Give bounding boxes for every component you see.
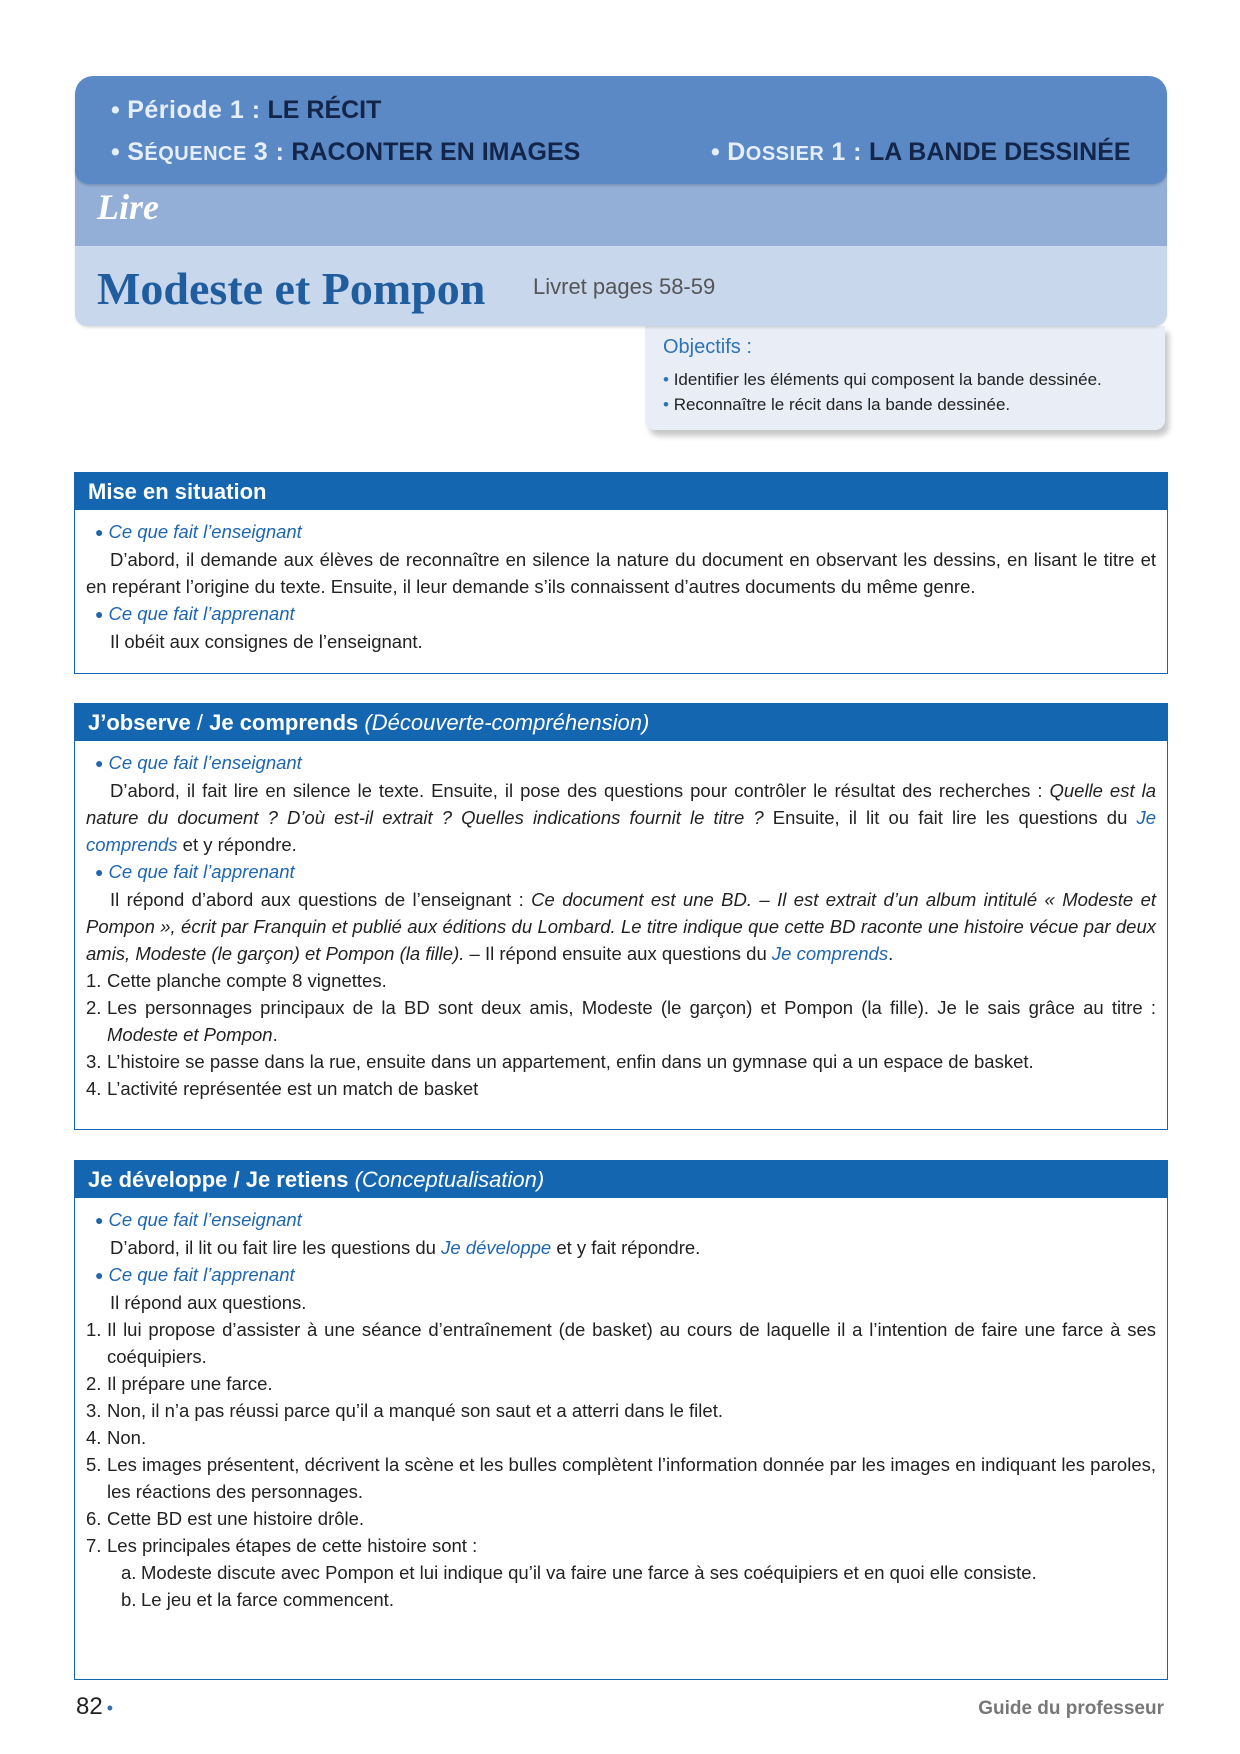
bullet-dot-icon: ● [95, 864, 104, 880]
text: et y répondre. [177, 834, 297, 855]
section-body [75, 510, 1167, 655]
je-comprends-ref: Je comprends [86, 807, 1157, 855]
bullet-dot-icon: ● [95, 524, 104, 540]
dossier-label-rest: OSSIER [745, 143, 825, 165]
text: Ensuite, il lit ou fait lire les questions du [763, 807, 1137, 828]
bullet: • [711, 138, 721, 166]
answer-item [86, 1532, 1156, 1559]
page-number [76, 1693, 113, 1721]
answer-number: 4. [86, 1427, 102, 1448]
section-subtitle: (Conceptualisation) [354, 1167, 545, 1192]
answer-text: Les images présentent, décrivent la scène et les bulles complètent l’information donnée par les images en indiquant les paroles, les réactions des personnages. [107, 1454, 1156, 1502]
bullet-dot-icon: ● [95, 755, 104, 771]
footer-guide-label: Guide du professeur [978, 1698, 1164, 1719]
section-header [75, 704, 1167, 741]
bullet: • [663, 395, 669, 414]
objective-item [663, 392, 1147, 417]
role-learner [95, 858, 1156, 886]
answer-number: 6. [86, 1508, 102, 1529]
role-label: Ce que fait l’apprenant [108, 861, 295, 882]
sequence-value: RACONTER EN IMAGES [291, 138, 581, 166]
dossier-line [711, 138, 1131, 167]
dossier-value: LA BANDE DESSINÉE [868, 138, 1131, 166]
footer-dot: • [106, 1698, 114, 1718]
answer-text: L’activité représentée est un match de basket [107, 1078, 479, 1099]
section-subtitle: (Découverte-compréhension) [364, 710, 650, 735]
objectives-card [645, 326, 1165, 430]
period-value: LE RÉCIT [267, 96, 382, 124]
answer-number: 2. [86, 1373, 102, 1394]
text: D’abord, il lit ou fait lire les questions du [110, 1237, 442, 1258]
bullet: • [111, 96, 121, 124]
section-body [75, 1198, 1167, 1613]
role-label: Ce que fait l’apprenant [108, 1264, 295, 1285]
answer-number: 7. [86, 1535, 102, 1556]
sub-answer-text: Le jeu et la farce commencent. [141, 1589, 394, 1610]
title-ref: Modeste et Pompon [107, 1024, 273, 1045]
answer-text: Non, il n’a pas réussi parce qu’il a manqué son saut et a atterri dans le filet. [107, 1400, 723, 1421]
bullet-dot-icon: ● [95, 1212, 104, 1228]
title-separator: / [196, 710, 203, 735]
answer-item [86, 967, 1156, 994]
learner-paragraph [86, 886, 1156, 967]
objective-text: Reconnaître le récit dans la bande dessinée. [673, 395, 1011, 414]
teacher-paragraph [86, 1234, 1156, 1261]
answer-item [86, 1397, 1156, 1424]
section-title-2: Je comprends [209, 710, 359, 735]
answer-item [86, 1316, 1156, 1370]
category-label: Lire [97, 187, 159, 227]
sub-answer-text: Modeste discute avec Pompon et lui indique qu’il va faire une farce à ses coéquipiers et en quoi elle consiste. [141, 1562, 1037, 1583]
answer-number: 1. [86, 1319, 102, 1340]
text: Les personnages principaux de la BD sont deux amis, Modeste (le garçon) et Pompon (la fille). Je le sais grâce au titre : [107, 997, 1156, 1018]
objectives-title: Objectifs : [663, 336, 752, 358]
learner-paragraph: Il répond aux questions. [110, 1292, 307, 1313]
objective-text: Identifier les éléments qui composent la bande dessinée. [673, 370, 1102, 389]
dossier-number: 1 : [831, 138, 862, 166]
answer-item [86, 1370, 1156, 1397]
answer-text: Les principales étapes de cette histoire sont : [107, 1535, 478, 1556]
dossier-label-initial: D [727, 138, 746, 166]
header-top-band [75, 76, 1167, 184]
text: . [888, 943, 894, 964]
sub-answer-item [86, 1559, 1156, 1586]
section-title: J’observe [88, 710, 191, 735]
answer-item [86, 1075, 1156, 1102]
answer-text: Non. [107, 1427, 147, 1448]
role-learner [95, 1261, 1156, 1289]
answer-number: 5. [86, 1454, 102, 1475]
answer-item [86, 994, 1156, 1048]
answer-text: Ce document est une BD. – Il est extrait d’un album intitulé « Modeste et Pompon », écrit par Franquin et publié aux éditions du Lombard. Le titre indique que cette BD raconte une histoire vécue par deux amis, Modeste (le garçon) et Pompon (la fille). [86, 889, 1156, 964]
section-header [75, 1161, 1167, 1198]
text: . [272, 1024, 278, 1045]
text: Il répond d’abord aux questions de l’enseignant : [110, 889, 532, 910]
role-teacher [95, 1206, 1156, 1234]
answer-number: 1. [86, 970, 102, 991]
role-teacher [95, 518, 1156, 546]
section-body [75, 741, 1167, 1102]
answer-text: Il prépare une farce. [107, 1373, 273, 1394]
answer-text: Il lui propose d’assister à une séance d’entraînement (de basket) au cours de laquelle il a l’intention de faire une farce à ses coéquipiers. [107, 1319, 1156, 1367]
sequence-label-initial: S [127, 138, 145, 166]
bullet: • [111, 138, 121, 166]
bullet-dot-icon: ● [95, 1267, 104, 1283]
role-label: Ce que fait l’apprenant [108, 603, 295, 624]
section-mise-en-situation [74, 472, 1168, 674]
objective-item [663, 367, 1147, 392]
role-learner [95, 600, 1156, 628]
sequence-label-rest: ÉQUENCE [144, 143, 247, 165]
text: – Il répond ensuite aux questions du [464, 943, 772, 964]
questions-text: Quelle est la nature du document ? D’où est-il extrait ? Quelles indications fournit le titre ? [86, 780, 1156, 828]
answer-item [86, 1424, 1156, 1451]
role-label: Ce que fait l’enseignant [108, 521, 302, 542]
role-label: Ce que fait l’enseignant [108, 1209, 302, 1230]
answer-item [86, 1505, 1156, 1532]
page-title: Modeste et Pompon [97, 263, 486, 314]
role-teacher [95, 749, 1156, 777]
teacher-paragraph: D’abord, il demande aux élèves de reconnaître en silence la nature du document en observant les dessins, en lisant le titre et en repérant l’origine du texte. Ensuite, il leur demande s’ils connaissent d’autres documents du même genre. [86, 549, 1156, 597]
page-number-value: 82 [76, 1693, 103, 1720]
role-label: Ce que fait l’enseignant [108, 752, 302, 773]
bullet-dot-icon: ● [95, 606, 104, 622]
page-subtitle: Livret pages 58-59 [533, 274, 716, 299]
text: D’abord, il fait lire en silence le texte. Ensuite, il pose des questions pour contrôler le résultat des recherches : [110, 780, 1050, 801]
section-title: Mise en situation [88, 479, 267, 504]
je-comprends-ref: Je comprends [771, 943, 889, 964]
answer-text: Cette BD est une histoire drôle. [107, 1508, 365, 1529]
period-line [111, 96, 381, 125]
answer-text [107, 994, 1156, 1048]
answer-item [86, 1451, 1156, 1505]
je-developpe-ref: Je développe [441, 1237, 552, 1258]
sub-answer-letter: b. [121, 1589, 137, 1610]
answer-text: Cette planche compte 8 vignettes. [107, 970, 387, 991]
period-label: Période 1 : [127, 96, 261, 124]
bullet: • [663, 370, 669, 389]
sequence-number: 3 : [253, 138, 285, 166]
section-header [75, 473, 1167, 510]
answer-text: L’histoire se passe dans la rue, ensuite dans un appartement, enfin dans un gymnase qui a un espace de basket. [107, 1051, 1034, 1072]
answer-item [86, 1048, 1156, 1075]
section-je-developpe [74, 1160, 1168, 1680]
answer-number: 3. [86, 1400, 102, 1421]
page-header [75, 76, 1167, 326]
text: et y fait répondre. [551, 1237, 701, 1258]
teacher-paragraph [86, 777, 1156, 858]
answer-number: 4. [86, 1078, 102, 1099]
answer-number: 3. [86, 1051, 102, 1072]
answer-number: 2. [86, 997, 102, 1018]
sub-answer-letter: a. [121, 1562, 137, 1583]
section-title: Je développe / Je retiens [88, 1167, 349, 1192]
sub-answer-item [86, 1586, 1156, 1613]
section-j-observe [74, 703, 1168, 1130]
sequence-line [111, 138, 580, 167]
learner-paragraph: Il obéit aux consignes de l’enseignant. [110, 631, 423, 652]
